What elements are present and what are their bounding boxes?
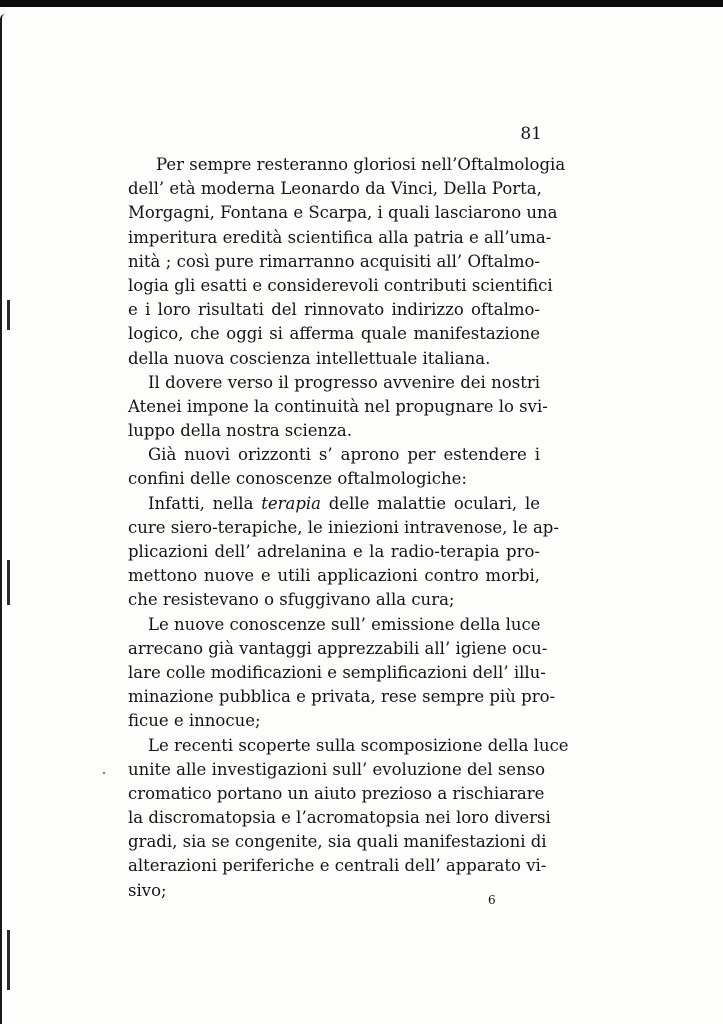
top-border (0, 0, 723, 7)
text-line: che resistevano o sfuggivano alla cura; (128, 590, 455, 610)
signature-mark: 6 (488, 893, 496, 907)
text-line: e i loro risultati del rinnovato indirizzo oftalmo- (128, 300, 540, 320)
edge-mark (7, 930, 10, 990)
text-line: sivo; (128, 880, 167, 900)
text-line: confini delle conoscenze oftalmologiche: (128, 469, 467, 489)
left-page-edge (0, 14, 5, 1024)
text-line: mettono nuove e utili applicazioni contro morbi, (128, 566, 540, 586)
body-text (128, 153, 569, 903)
text-fragment: delle malattie oculari, le (321, 493, 540, 513)
italic-word: terapia (261, 493, 321, 513)
text-fragment: Infatti, nella (148, 493, 262, 513)
text-line: luppo della nostra scienza. (128, 421, 352, 441)
text-line (128, 492, 540, 516)
edge-mark (7, 560, 10, 605)
text-line: Per sempre resteranno gloriosi nell’Oftalmologia (156, 155, 566, 174)
text-line: arrecano già vantaggi apprezzabili all’ igiene ocu- (128, 638, 548, 658)
text-line: nità ; così pure rimarranno acquisiti all’ Oftalmo- (128, 251, 540, 271)
text-line: cromatico portano un aiuto prezioso a rischiarare (128, 783, 545, 803)
text-line: imperitura eredità scientifica alla patria e all’uma- (128, 227, 552, 247)
text-line: Le recenti scoperte sulla scomposizione della luce (148, 735, 569, 755)
paper-speck (103, 772, 105, 774)
text-line: gradi, sia se congenite, sia quali manifestazioni di (128, 832, 547, 852)
text-line: Il dovere verso il progresso avvenire dei nostri (148, 372, 540, 392)
text-line: logico, che oggi si afferma quale manifestazione (128, 324, 540, 344)
text-line: Già nuovi orizzonti s’ aprono per estendere i (148, 445, 540, 465)
text-line: alterazioni periferiche e centrali dell’ apparato vi- (128, 856, 547, 876)
text-line: minazione pubblica e privata, rese sempre più pro- (128, 687, 556, 707)
page-number: 81 (520, 124, 542, 144)
text-line: logia gli esatti e considerevoli contributi scientifici (128, 275, 553, 295)
text-line: lare colle modificazioni e semplificazioni dell’ illu- (128, 662, 546, 682)
text-line: dell’ età moderna Leonardo da Vinci, Della Porta, (128, 179, 542, 199)
text-line: ficue e innocue; (128, 711, 261, 731)
text-line: plicazioni dell’ adrelanina e la radio-terapia pro- (128, 542, 540, 561)
text-line: unite alle investigazioni sull’ evoluzione del senso (128, 759, 546, 779)
text-line: Le nuove conoscenze sull’ emissione della luce (148, 614, 541, 634)
text-line: cure siero-terapiche, le iniezioni intravenose, le ap- (128, 517, 559, 537)
text-line: Morgagni, Fontana e Scarpa, i quali lasciarono una (128, 203, 558, 223)
text-line: della nuova coscienza intellettuale italiana. (128, 348, 491, 368)
edge-mark (7, 300, 10, 330)
text-line: Atenei impone la continuità nel propugnare lo svi- (128, 396, 548, 416)
text-line: la discromatopsia e l’acromatopsia nei loro diversi (128, 808, 551, 828)
